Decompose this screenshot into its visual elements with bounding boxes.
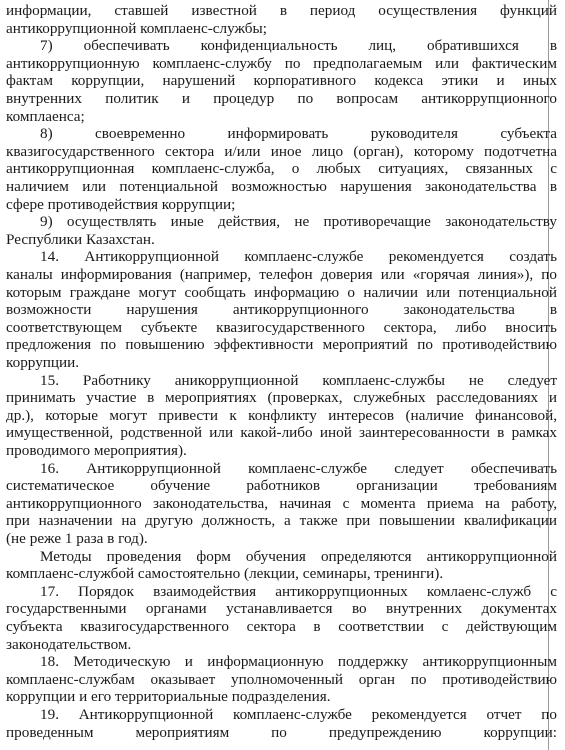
text-line: законодательством. — [6, 635, 132, 653]
text-line: антикоррупционную комплаенс-службу по предполагаемым или фактическим — [6, 54, 557, 72]
text-line: государственными органами устанавливается во внутренних документах — [6, 600, 557, 618]
text-line: субъекта квазигосударственного сектора в соответствии с действующим — [6, 618, 557, 635]
text-line: фактам коррупции, нарушений корпоративного кодекса этики и иных — [6, 72, 557, 90]
text-line: 7) обеспечивать конфиденциальность лиц, обратившихся в — [40, 37, 557, 55]
text-line: антикоррупционная комплаенс-служба, о любых ситуациях, связанных с — [6, 160, 557, 178]
text-line: антикоррупционного законодательства, начиная с момента приема на работу, — [6, 494, 557, 512]
text-line: 15. Работнику аникоррупционной комплаенс-службы не следует — [40, 371, 557, 389]
text-line: 9) осуществлять иные действия, не противоречащие законодательству — [40, 213, 557, 231]
text-line: наличием или потенциальной возможностью нарушения законодательства в — [6, 178, 557, 195]
text-line: каналы информирования (например, телефон доверия или «горячая линия»), по — [6, 266, 557, 283]
text-line: квазигосударственного сектора и/или иное лицо (орган), которому подотчетна — [6, 142, 557, 160]
text-line: (не реже 1 раза в год). — [6, 530, 148, 547]
text-line: 16. Антикоррупционной комплаенс-службе следует обеспечивать — [40, 459, 557, 477]
text-line: коррупции и его территориальные подразделения. — [6, 688, 331, 706]
text-line: сфере противодействия коррупции; — [6, 195, 236, 213]
text-line: 14. Антикоррупционной комплаенс-службе рекомендуется создать — [40, 248, 557, 266]
text-line: др.), которые могут привести к конфликту интересов (наличие финансовой, — [6, 406, 557, 424]
text-line: Методы проведения форм обучения определяются антикоррупционной — [40, 547, 557, 565]
text-line: внутренних политик и процедур по вопросам антикоррупционного — [6, 90, 557, 107]
text-line: 8) своевременно информировать руководителя субъекта — [40, 125, 557, 143]
text-line: комплаенс-службой самостоятельно (лекции, семинары, тренинги). — [6, 565, 444, 583]
text-line: антикоррупционной комплаенс-службы; — [6, 19, 267, 37]
text-line: информации, ставшей известной в период осуществления функций — [6, 2, 557, 19]
text-line: предложения по повышению эффективности мероприятий по противодействию — [6, 336, 557, 354]
text-line: проводимого мероприятия). — [6, 442, 187, 459]
text-line: комплаенс-службам оказывает уполномоченный орган по противодействию — [6, 670, 557, 688]
text-line: принимать участие в мероприятиях (проверках, служебных расследованиях и — [6, 389, 557, 407]
text-line: которым граждане могут сообщать информацию о наличии или потенциальной — [6, 283, 557, 301]
text-line: коррупции. — [6, 354, 80, 371]
text-line: проведенным мероприятиям по предупреждению коррупции: — [6, 723, 557, 741]
text-line: 18. Методическую и информационную поддержку антикоррупционным — [40, 653, 557, 671]
text-line: 17. Порядок взаимодействия антикоррупционных комлаенс-служб с — [40, 582, 557, 600]
text-line: возможности нарушения антикоррупционного законодательства в — [6, 301, 557, 319]
text-line: комплаенса; — [6, 107, 85, 125]
text-line: соответствующем субъекте квазигосударственного сектора, либо вносить — [6, 318, 557, 336]
text-line: при назначении на другую должность, а также при повышении квалификации — [6, 512, 557, 530]
text-line: имущественной, родственной или какой-либо иной заинтересованности в рамках — [6, 424, 557, 442]
text-line: 19. Антикоррупционной комплаенс-службе рекомендуется отчет по — [40, 706, 557, 723]
text-line: Республики Казахстан. — [6, 230, 155, 248]
text-line: систематическое обучение работников организации требованиям — [6, 477, 557, 495]
